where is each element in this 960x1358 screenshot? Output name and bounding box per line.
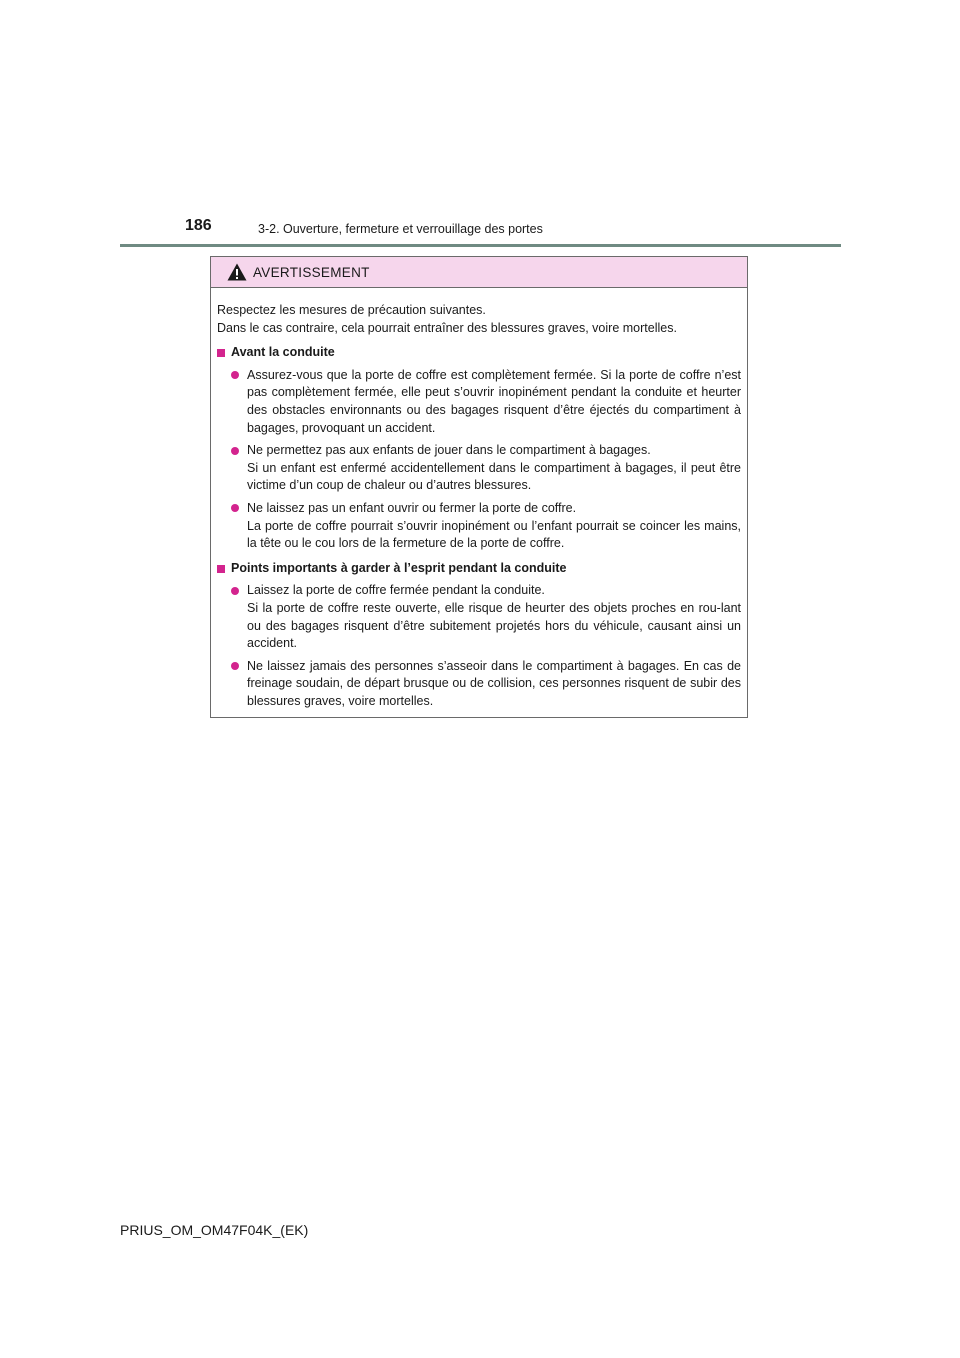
warning-body [211,288,747,710]
intro-line: Respectez les mesures de précaution suivantes. [217,303,486,317]
manual-code: PRIUS_OM_OM47F04K_(EK) [120,1222,309,1238]
list-item-line: Ne laissez jamais des personnes s’asseoir dans le compartiment à bagages. En cas de freinage soudain, de départ brusque ou de collision, ces personnes risquent de subir des blessures graves, voire mortelles. [247,658,741,708]
page-number: 186 [185,217,212,234]
list-item [217,500,741,553]
section-heading-text: Points importants à garder à l’esprit pendant la conduite [231,560,567,575]
list-item-line: Assurez-vous que la porte de coffre est complètement fermée. Si la porte de coffre n’est pas complètement fermée, elle peut s’ouvrir inopinément pendant la conduite et heurter des obstacles environnants ou des bagages risquent d’être éjectés du compartiment à bagages, provoquant un accident. [247,367,741,435]
square-bullet-icon [217,349,225,357]
intro-line: Dans le cas contraire, cela pourrait entraîner des blessures graves, voire mortelles. [217,320,677,335]
section-heading-text: Avant la conduite [231,345,335,360]
circle-bullet-icon [231,371,239,379]
list-item [217,442,741,495]
list-item-text [247,367,741,437]
circle-bullet-icon [231,447,239,455]
chapter-title: 3-2. Ouverture, fermeture et verrouillage des portes [258,222,543,236]
list-item [217,658,741,711]
list-item-line: Ne laissez pas un enfant ouvrir ou fermer la porte de coffre. [247,500,577,515]
section-heading-before-driving [217,344,741,362]
warning-header [211,257,747,288]
list-item-text [247,442,741,495]
list-item-line: Si un enfant est enfermé accidentellement dans le compartiment à bagages, il peut être victime d’un coup de chaleur ou d’autres blessures. [247,460,741,493]
list-item-text [247,500,741,553]
list-item [217,582,741,652]
section-heading-while-driving [217,560,741,578]
warning-title: AVERTISSEMENT [253,264,370,280]
warning-intro [217,302,741,337]
list-item-text [247,582,741,652]
circle-bullet-icon [231,504,239,512]
header-rule [120,244,841,247]
warning-triangle-icon [227,263,247,281]
list-item-line: Laissez la porte de coffre fermée pendant la conduite. [247,583,545,598]
circle-bullet-icon [231,662,239,670]
list-item-line: Ne permettez pas aux enfants de jouer dans le compartiment à bagages. [247,443,651,458]
list-item-line: Si la porte de coffre reste ouverte, elle risque de heurter des objets proches en rou-lant ou des bagages risquent d’être subitement projetés hors du véhicule, causant ainsi un accident. [247,600,741,651]
list-item-text [247,658,741,711]
list-item-line: La porte de coffre pourrait s’ouvrir inopinément ou l’enfant pourrait se coincer les mains, la tête ou le cou lors de la fermeture de la porte de coffre. [247,518,741,551]
list-item [217,367,741,437]
warning-box [210,256,748,718]
circle-bullet-icon [231,587,239,595]
square-bullet-icon [217,565,225,573]
